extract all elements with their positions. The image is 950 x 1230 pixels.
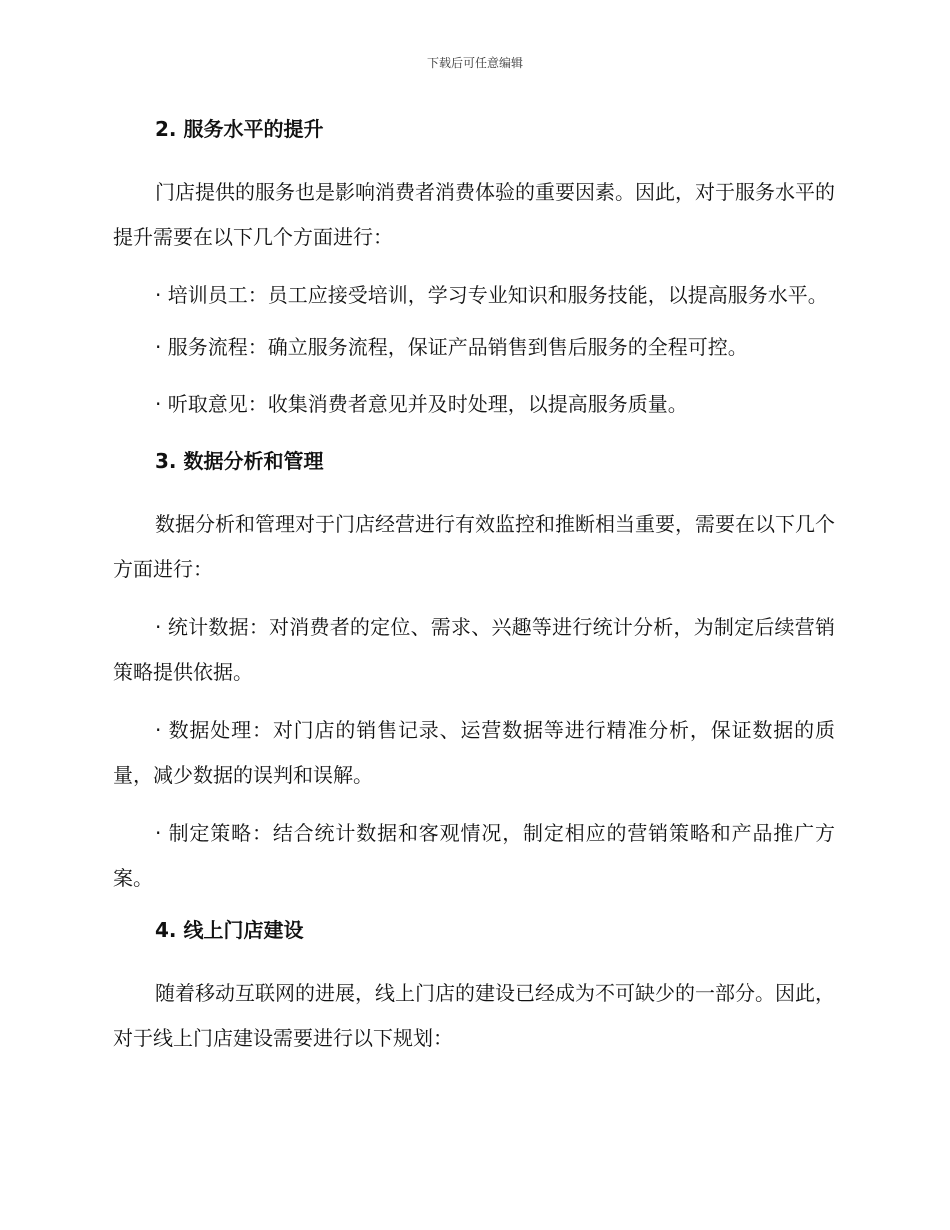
paragraph: 门店提供的服务也是影响消费者消费体验的重要因素。因此，对于服务水平的提升需要在以下几个方面进行： bbox=[113, 180, 835, 249]
section-heading: 3. 数据分析和管理 bbox=[155, 449, 324, 473]
section-heading: 4. 线上门店建设 bbox=[155, 918, 304, 942]
section-heading: 2. 服务水平的提升 bbox=[155, 117, 324, 141]
section-online-store bbox=[113, 914, 835, 1061]
paragraph: 随着移动互联网的进展，线上门店的建设已经成为不可缺少的一部分。因此，对于线上门店建设需要进行以下规划： bbox=[113, 981, 835, 1050]
bullet-paragraph: · 统计数据：对消费者的定位、需求、兴趣等进行统计分析，为制定后续营销策略提供依据。 bbox=[113, 615, 835, 684]
bullet-paragraph: · 制定策略：结合统计数据和客观情况，制定相应的营销策略和产品推广方案。 bbox=[113, 821, 835, 890]
document-body bbox=[113, 113, 835, 1074]
bullet-paragraph: · 服务流程：确立服务流程，保证产品销售到售后服务的全程可控。 bbox=[155, 335, 748, 359]
section-data-analysis bbox=[113, 445, 835, 901]
bullet-paragraph: · 培训员工：员工应接受培训，学习专业知识和服务技能，以提高服务水平。 bbox=[155, 283, 828, 307]
bullet-paragraph: · 听取意见：收集消费者意见并及时处理，以提高服务质量。 bbox=[155, 392, 688, 416]
paragraph: 数据分析和管理对于门店经营进行有效监控和推断相当重要，需要在以下几个方面进行： bbox=[113, 512, 835, 581]
section-service-improvement bbox=[113, 113, 835, 420]
page-header: 下载后可任意编辑 bbox=[426, 56, 523, 70]
bullet-paragraph: · 数据处理：对门店的销售记录、运营数据等进行精准分析，保证数据的质量，减少数据的误判和误解。 bbox=[113, 718, 835, 787]
